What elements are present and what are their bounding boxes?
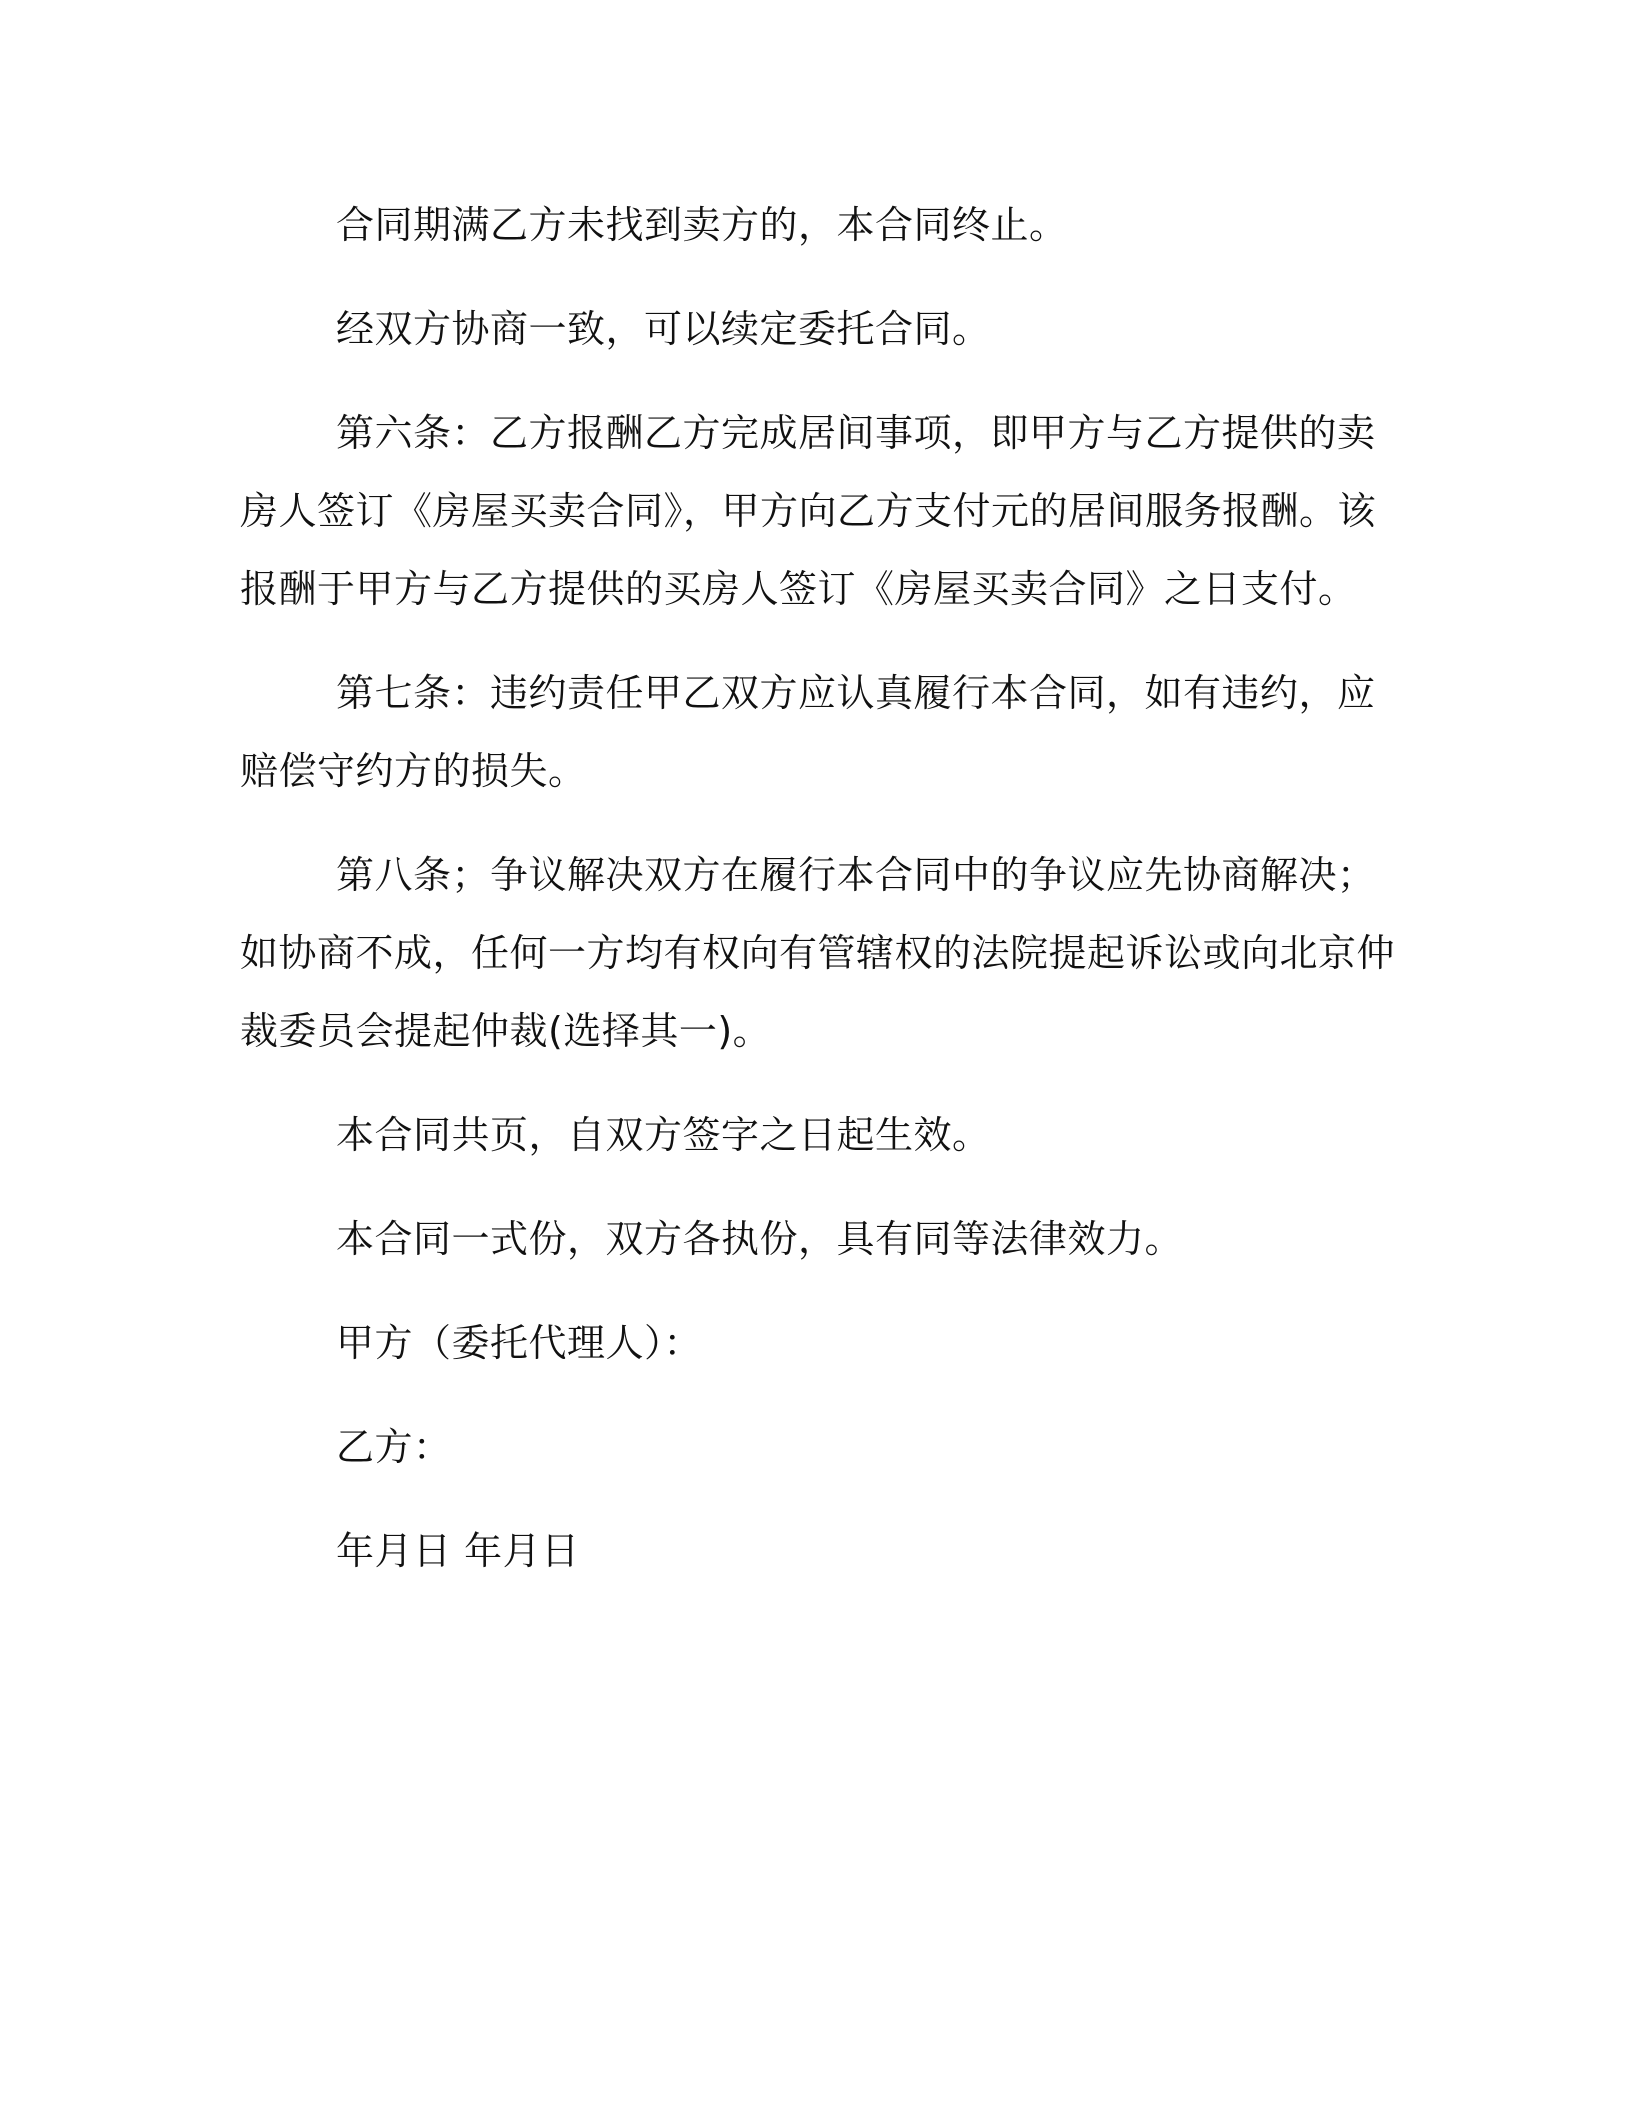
signature-party-a: 甲方（委托代理人）： <box>336 1321 703 1365</box>
paragraph-effective-date: 本合同共页，自双方签字之日起生效。 <box>336 1113 991 1157</box>
paragraph-renewal: 经双方协商一致，可以续定委托合同。 <box>336 307 991 351</box>
document-body <box>240 186 1400 1616</box>
signature-dates: 年月日 年月日 <box>336 1529 580 1573</box>
paragraph-copies: 本合同一式份，双方各执份，具有同等法律效力。 <box>336 1217 1184 1261</box>
signature-party-b: 乙方： <box>336 1425 452 1469</box>
paragraph-article-7-liability: 第七条：违约责任甲乙双方应认真履行本合同，如有违约，应赔偿守约方的损失。 <box>240 671 1376 793</box>
paragraph-article-8-dispute: 第八条；争议解决双方在履行本合同中的争议应先协商解决；如协商不成，任何一方均有权向有管辖权的法院提起诉讼或向北京仲裁委员会提起仲裁(选择其一)。 <box>240 853 1396 1053</box>
paragraph-contract-expiry: 合同期满乙方未找到卖方的，本合同终止。 <box>336 203 1068 247</box>
paragraph-article-6-remuneration: 第六条：乙方报酬乙方完成居间事项，即甲方与乙方提供的卖房人签订《房屋买卖合同》，甲方向乙方支付元的居间服务报酬。该报酬于甲方与乙方提供的买房人签订《房屋买卖合同》之日支付。 <box>240 411 1377 611</box>
